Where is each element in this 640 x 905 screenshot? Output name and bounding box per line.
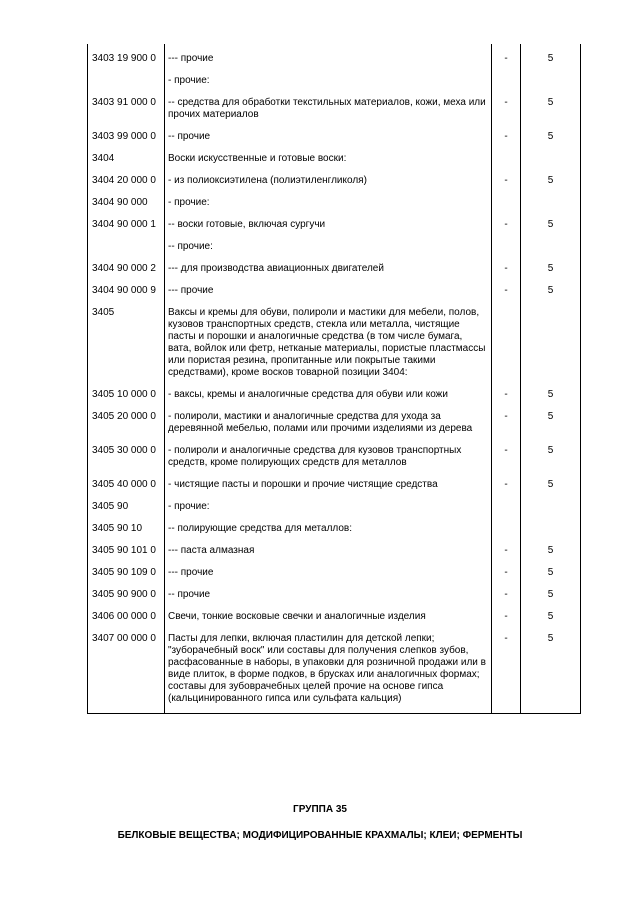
row-description-cell: - ваксы, кремы и аналогичные средства для обуви или кожи <box>165 389 492 411</box>
row-rate-cell <box>521 501 581 523</box>
row-code-cell: 3405 40 000 0 <box>88 479 165 501</box>
row-rate-cell <box>521 307 581 389</box>
row-dash-cell: - <box>492 44 521 75</box>
table-row <box>88 197 581 219</box>
table-row <box>88 545 581 567</box>
row-description-cell: --- прочие <box>165 567 492 589</box>
row-rate-cell: 5 <box>521 633 581 714</box>
row-description-cell: - прочие: <box>165 75 492 97</box>
row-description-cell: -- прочие <box>165 589 492 611</box>
table-row <box>88 241 581 263</box>
row-description-cell: -- средства для обработки текстильных материалов, кожи, меха или прочих материалов <box>165 97 492 131</box>
table-row <box>88 633 581 714</box>
table-row <box>88 44 581 75</box>
row-dash-cell <box>492 197 521 219</box>
row-code-cell: 3403 91 000 0 <box>88 97 165 131</box>
row-rate-cell: 5 <box>521 589 581 611</box>
group-title: ГРУППА 35 <box>293 804 347 815</box>
table-row <box>88 589 581 611</box>
row-dash-cell: - <box>492 219 521 241</box>
row-dash-cell <box>492 75 521 97</box>
row-dash-cell <box>492 307 521 389</box>
table-row <box>88 307 581 389</box>
row-description-cell: - из полиоксиэтилена (полиэтиленгликоля) <box>165 175 492 197</box>
row-dash-cell: - <box>492 479 521 501</box>
row-code-cell: 3407 00 000 0 <box>88 633 165 714</box>
row-code-cell: 3403 99 000 0 <box>88 131 165 153</box>
row-dash-cell: - <box>492 411 521 445</box>
row-description-cell: - полироли, мастики и аналогичные средства для ухода за деревянной мебелью, полами или прочими изделиями из дерева <box>165 411 492 445</box>
row-rate-cell: 5 <box>521 389 581 411</box>
row-code-cell: 3404 90 000 2 <box>88 263 165 285</box>
row-dash-cell: - <box>492 175 521 197</box>
row-dash-cell <box>492 501 521 523</box>
row-dash-cell: - <box>492 567 521 589</box>
table-row <box>88 501 581 523</box>
row-description-cell: Пасты для лепки, включая пластилин для детской лепки; "зуборачебный воск" или составы для получения слепков зубов, расфасованные в наборы, в упаковки для розничной продажи или в виде плиток, в форме подков, в брусках или аналогичных формах; составы для зубоврачебных целей прочие на основе гипса (кальцинированного гипса или сульфата кальция) <box>165 633 492 714</box>
row-dash-cell: - <box>492 263 521 285</box>
row-description-cell: -- полирующие средства для металлов: <box>165 523 492 545</box>
row-dash-cell <box>492 153 521 175</box>
row-dash-cell <box>492 241 521 263</box>
row-rate-cell: 5 <box>521 479 581 501</box>
group-subtitle: БЕЛКОВЫЕ ВЕЩЕСТВА; МОДИФИЦИРОВАННЫЕ КРАХМАЛЫ; КЛЕИ; ФЕРМЕНТЫ <box>117 830 523 841</box>
tariff-table <box>87 44 581 714</box>
table-row <box>88 219 581 241</box>
table-row <box>88 611 581 633</box>
row-rate-cell: 5 <box>521 445 581 479</box>
row-dash-cell: - <box>492 611 521 633</box>
row-description-cell: Ваксы и кремы для обуви, полироли и мастики для мебели, полов, кузовов транспортных средств, стекла или металла, чистящие пасты и порошки и аналогичные средства (в том числе бумага, вата, войлок или фетр, нетканые материалы, пористые пластмассы или пористая резина, пропитанные или покрытые такими средствами), кроме восков товарной позиции 3404: <box>165 307 492 389</box>
row-code-cell: 3404 <box>88 153 165 175</box>
row-rate-cell: 5 <box>521 131 581 153</box>
row-description-cell: Свечи, тонкие восковые свечки и аналогичные изделия <box>165 611 492 633</box>
row-code-cell: 3405 90 <box>88 501 165 523</box>
row-rate-cell: 5 <box>521 611 581 633</box>
row-description-cell: - прочие: <box>165 197 492 219</box>
table-row <box>88 97 581 131</box>
row-rate-cell: 5 <box>521 285 581 307</box>
row-rate-cell: 5 <box>521 219 581 241</box>
row-code-cell: 3404 90 000 <box>88 197 165 219</box>
table-row <box>88 153 581 175</box>
table-row <box>88 263 581 285</box>
table-row <box>88 175 581 197</box>
row-rate-cell: 5 <box>521 263 581 285</box>
row-rate-cell <box>521 153 581 175</box>
table-row <box>88 567 581 589</box>
row-code-cell: 3405 10 000 0 <box>88 389 165 411</box>
row-code-cell: 3405 90 900 0 <box>88 589 165 611</box>
table-row <box>88 479 581 501</box>
row-rate-cell <box>521 197 581 219</box>
table-row <box>88 411 581 445</box>
row-dash-cell: - <box>492 285 521 307</box>
row-dash-cell: - <box>492 545 521 567</box>
tariff-table-body <box>88 44 581 714</box>
row-description-cell: - полироли и аналогичные средства для кузовов транспортных средств, кроме полирующих средств для металлов <box>165 445 492 479</box>
row-description-cell: --- для производства авиационных двигателей <box>165 263 492 285</box>
row-dash-cell: - <box>492 389 521 411</box>
row-description-cell: Воски искусственные и готовые воски: <box>165 153 492 175</box>
row-rate-cell: 5 <box>521 97 581 131</box>
row-code-cell: 3404 20 000 0 <box>88 175 165 197</box>
row-code-cell: 3405 90 109 0 <box>88 567 165 589</box>
table-row <box>88 131 581 153</box>
row-rate-cell <box>521 523 581 545</box>
table-row <box>88 75 581 97</box>
row-dash-cell <box>492 523 521 545</box>
row-code-cell: 3404 90 000 1 <box>88 219 165 241</box>
row-description-cell: - чистящие пасты и порошки и прочие чистящие средства <box>165 479 492 501</box>
row-code-cell: 3405 <box>88 307 165 389</box>
row-code-cell: 3405 20 000 0 <box>88 411 165 445</box>
row-description-cell: - прочие: <box>165 501 492 523</box>
table-row <box>88 523 581 545</box>
row-code-cell <box>88 241 165 263</box>
row-description-cell: --- паста алмазная <box>165 545 492 567</box>
row-rate-cell <box>521 75 581 97</box>
row-rate-cell: 5 <box>521 567 581 589</box>
row-code-cell: 3405 90 101 0 <box>88 545 165 567</box>
row-dash-cell: - <box>492 445 521 479</box>
row-dash-cell: - <box>492 131 521 153</box>
row-rate-cell: 5 <box>521 545 581 567</box>
row-description-cell: --- прочие <box>165 285 492 307</box>
row-rate-cell: 5 <box>521 175 581 197</box>
row-code-cell: 3404 90 000 9 <box>88 285 165 307</box>
row-rate-cell: 5 <box>521 44 581 75</box>
table-row <box>88 285 581 307</box>
row-description-cell: -- прочие <box>165 131 492 153</box>
row-description-cell: --- прочие <box>165 44 492 75</box>
row-code-cell: 3406 00 000 0 <box>88 611 165 633</box>
row-code-cell <box>88 75 165 97</box>
row-description-cell: -- воски готовые, включая сургучи <box>165 219 492 241</box>
row-code-cell: 3403 19 900 0 <box>88 44 165 75</box>
row-rate-cell <box>521 241 581 263</box>
table-row <box>88 389 581 411</box>
row-dash-cell: - <box>492 97 521 131</box>
row-code-cell: 3405 30 000 0 <box>88 445 165 479</box>
table-row <box>88 445 581 479</box>
row-dash-cell: - <box>492 633 521 714</box>
row-code-cell: 3405 90 10 <box>88 523 165 545</box>
row-description-cell: -- прочие: <box>165 241 492 263</box>
row-dash-cell: - <box>492 589 521 611</box>
row-rate-cell: 5 <box>521 411 581 445</box>
